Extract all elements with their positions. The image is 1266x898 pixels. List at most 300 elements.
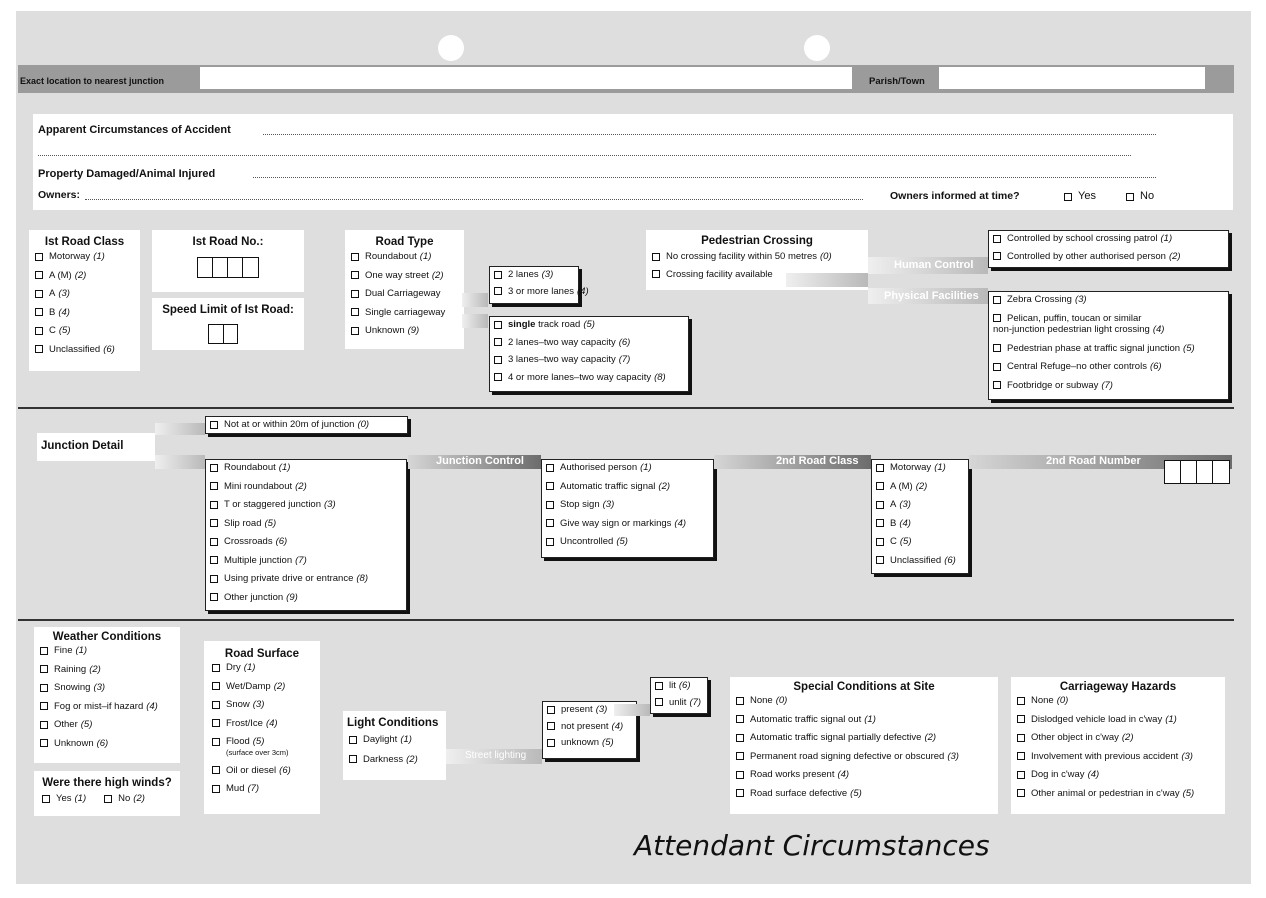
street-lighting-label: Street lighting [465,750,527,761]
checkbox-icon [210,556,218,564]
option-code: (0) [775,695,788,706]
option-code: (0) [357,419,370,430]
checkbox-icon [351,327,359,335]
jtype-option[interactable] [210,537,402,547]
checkbox-icon [652,270,660,278]
light-option[interactable] [349,735,446,745]
phys-option[interactable] [993,344,1224,354]
jtype-option[interactable] [210,463,402,473]
checkbox-icon [876,556,884,564]
checkbox-icon [546,519,554,527]
weather-box [34,627,180,763]
single-option[interactable] [494,320,684,330]
option-code: (1) [400,734,412,745]
surface-option[interactable] [212,700,320,710]
surface-option[interactable] [212,663,320,673]
high-winds-no[interactable] [104,794,145,804]
digit-cell[interactable] [1165,461,1181,483]
option-code: (2) [924,732,937,743]
dual-carriageway-options [489,266,589,304]
option-code: (4) [1087,769,1100,780]
option-label: Uncontrolled [560,536,614,547]
option-label: not present [561,720,609,732]
parish-field[interactable] [939,67,1205,89]
surface-option[interactable] [212,719,320,729]
haz-option[interactable] [1017,733,1225,743]
no-label: No [1140,190,1155,202]
special-conditions-box [730,677,998,814]
circumstances-block [33,114,1233,210]
option-label: track road [535,319,581,330]
weather-option[interactable] [40,683,180,693]
hazards-title: Carriageway Hazards [1059,681,1177,693]
special-conditions-options [736,696,998,798]
option-label: None [750,695,773,706]
weather-option[interactable] [40,720,180,730]
option-label: Unknown [54,737,94,749]
hazards-box [1011,677,1225,814]
location-bar [18,65,1234,93]
option-label: Dry [226,662,241,673]
road-no-1-box [152,230,304,292]
option-code: (3) [93,682,106,693]
option-label: Zebra Crossing [1007,294,1072,305]
option-label: Other object in c'way [1031,732,1119,743]
no-code: (2) [133,793,145,804]
single-list [494,320,684,382]
option-code: (7) [1101,379,1113,391]
jtype-option[interactable] [210,574,402,584]
option-label: Crossing facility available [666,268,773,280]
checkbox-icon [736,715,744,723]
lit-option[interactable] [655,698,703,708]
not-at-junction-option[interactable] [210,420,403,430]
option-label: Stop sign [560,499,600,510]
rc2-option[interactable] [876,556,964,566]
phys-option[interactable] [993,295,1224,305]
rc1-option[interactable] [35,345,140,355]
special-option[interactable] [736,770,998,780]
option-label: Involvement with previous accident [1031,750,1179,762]
jctrl-option[interactable] [546,537,709,547]
option-label: Unknown [365,325,405,336]
option-code: (6) [678,680,691,691]
not-at-junction-box [205,416,408,434]
checkbox-icon [993,235,1001,243]
junction-type-options [205,459,407,611]
checkbox-icon [42,795,50,803]
checkbox-icon [876,464,884,472]
option-label: A [49,288,56,299]
checkbox-icon [212,682,220,690]
rc2-option[interactable] [876,482,964,492]
light-conditions-options [349,735,446,764]
rt-option[interactable] [351,326,464,336]
digit-cell[interactable] [1197,461,1213,483]
option-code: (6) [96,737,109,749]
rc2-option[interactable] [876,463,964,473]
jtype-option[interactable] [210,500,402,510]
rc1-option[interactable] [35,271,140,281]
human-option[interactable] [993,252,1224,262]
road-surface-options [212,663,320,794]
physical-facilities-label: Physical Facilities [884,290,979,302]
special-option[interactable] [736,789,998,799]
option-code: (3) [324,499,336,510]
checkbox-icon [212,766,220,774]
checkbox-icon [736,734,744,742]
option-code: (0) [1056,695,1069,706]
junction-control-list [546,463,709,547]
junction-detail-box [37,433,155,461]
parish-label: Parish/Town [869,76,925,87]
option-label: Dislodged vehicle load in c'way [1031,713,1163,725]
rc2-option[interactable] [876,537,964,547]
digit-cell[interactable] [1181,461,1197,483]
option-code: (6) [275,536,288,547]
option-code: (2) [89,663,101,675]
option-label: T or staggered junction [224,499,321,510]
checkbox-icon [876,538,884,546]
single-connector [462,314,488,328]
rc1-option[interactable] [35,308,140,318]
option-label: Controlled by other authorised person [1007,250,1166,262]
section-divider [18,619,1234,621]
human-option[interactable] [993,234,1224,244]
checkbox-icon [40,665,48,673]
road-number-2-label: 2nd Road Number [1046,455,1141,467]
punch-hole [804,35,830,61]
surface-option[interactable] [212,766,320,776]
checkbox-icon [736,697,744,705]
ped-option[interactable] [652,252,868,262]
haz-option[interactable] [1017,752,1225,762]
checkbox-icon [210,538,218,546]
option-code: (7) [618,354,631,365]
checkbox-icon [212,738,220,746]
checkbox-icon [104,795,112,803]
single-option[interactable] [494,338,684,348]
option-label: Oil or diesel [226,764,277,776]
road-no-1-cells[interactable] [197,257,259,278]
human-list [993,234,1224,261]
option-code: (2) [295,480,307,492]
haz-option[interactable] [1017,789,1225,799]
checkbox-icon [494,271,502,279]
apparent-circumstances-line[interactable] [263,134,1156,135]
option-code: (4) [837,769,850,780]
option-label: C [49,325,56,336]
option-code: (1) [278,462,291,473]
checkbox-icon [351,308,359,316]
phys-option[interactable] [993,362,1224,372]
checkbox-icon [35,327,43,335]
option-label-bold: single [508,319,536,330]
checkbox-icon [655,682,663,690]
option-code: (5) [264,517,277,529]
haz-option[interactable] [1017,715,1225,725]
option-label: Authorised person [560,462,638,473]
haz-option[interactable] [1017,696,1225,706]
owners-line[interactable] [85,199,863,200]
option-code: (4) [58,306,70,318]
checkbox-icon [546,538,554,546]
hazards-options [1017,696,1225,798]
single-option[interactable] [494,355,684,365]
option-code: (3) [1074,294,1087,305]
special-option[interactable] [736,733,998,743]
option-label: 4 or more lanes–two way capacity [508,371,652,383]
option-code: (4) [146,700,158,712]
option-code: (1) [419,251,432,262]
digit-cell[interactable] [198,258,213,277]
jctrl-option[interactable] [546,500,709,510]
rt-option[interactable] [351,289,464,299]
speed-limit-box [152,298,304,350]
single-option[interactable] [494,373,684,383]
option-label: A (M) [890,480,913,492]
phys-option[interactable] [993,381,1224,391]
jtype-option[interactable] [210,556,402,566]
option-code: (1) [1165,713,1177,725]
not-at-junction [210,420,403,430]
road-number-2-cells[interactable] [1164,460,1230,484]
option-label: Automatic traffic signal [560,480,656,492]
checkbox-icon [351,271,359,279]
checkbox-icon [652,253,660,261]
road-type-box [345,230,464,349]
checkbox-icon [40,684,48,692]
rt-option[interactable] [351,308,464,318]
option-code: (2) [1168,250,1181,262]
option-continuation [993,325,1224,335]
option-label: Dual Carriageway [365,288,441,299]
apparent-circumstances-line-2[interactable] [38,155,1131,156]
exact-location-field[interactable] [200,67,852,89]
property-damaged-line[interactable] [253,177,1156,178]
option-code: (6) [1149,361,1162,372]
option-code: (3) [947,750,959,762]
option-label: Other animal or pedestrian in c'way [1031,787,1180,799]
special-option[interactable] [736,752,998,762]
checkbox-icon [1017,752,1025,760]
rt-option[interactable] [351,252,464,262]
dual-option[interactable] [494,270,574,280]
option-label: Flood [226,736,250,747]
option-label: lit [669,680,676,691]
checkbox-icon [546,501,554,509]
checkbox-icon [210,482,218,490]
haz-option[interactable] [1017,770,1225,780]
checkbox-icon [736,789,744,797]
weather-option[interactable] [40,646,180,656]
jctrl-option[interactable] [546,482,709,492]
checkbox-icon [210,421,218,429]
checkbox-icon [494,338,502,346]
junction-type-list [210,463,402,602]
option-code: (1) [93,251,105,262]
human-control-label: Human Control [894,259,974,271]
digit-cell[interactable] [243,258,258,277]
option-label: Snow [226,699,250,710]
checkbox-icon [546,482,554,490]
jtype-option[interactable] [210,593,402,603]
checkbox-icon [993,363,1001,371]
rc2-option[interactable] [876,519,964,529]
option-label: Not at or within 20m of junction [224,419,355,430]
option-code: (3) [899,499,911,510]
option-label: Using private drive or entrance [224,573,354,584]
option-code: (4) [899,517,911,529]
checkbox-icon [212,719,220,727]
checkbox-icon [876,482,884,490]
rt-option[interactable] [351,271,464,281]
section-divider [18,407,1234,409]
option-code: (9) [286,591,298,603]
checkbox-icon [35,271,43,279]
street-option[interactable] [547,738,632,748]
physical-list [993,295,1224,390]
road-class-2-options [871,459,969,574]
checkbox-icon [1126,193,1134,201]
option-label: Motorway [890,462,932,473]
weather-option[interactable] [40,739,180,749]
option-label: Other [54,719,78,730]
checkbox-icon [993,344,1001,352]
checkbox-icon [1064,193,1072,201]
weather-option[interactable] [40,665,180,675]
special-option[interactable] [736,715,998,725]
surface-option[interactable] [212,682,320,692]
option-code: (5) [602,737,614,748]
speed-limit-cells[interactable] [208,324,238,344]
option-code: (5) [80,719,93,730]
checkbox-icon [993,252,1001,260]
jtype-option[interactable] [210,482,402,492]
crossing-connector [786,273,868,287]
option-code: (3) [595,704,608,715]
option-code: (5) [58,325,71,336]
checkbox-icon [1017,789,1025,797]
checkbox-icon [993,296,1001,304]
option-label: B [890,517,897,529]
option-code: (4) [265,717,278,729]
rc1-option[interactable] [35,289,140,299]
rc2-option[interactable] [876,500,964,510]
option-code: (3) [602,499,615,510]
jtype-option[interactable] [210,519,402,529]
dual-option[interactable] [494,285,589,297]
option-label: Darkness [363,753,404,765]
digit-cell[interactable] [209,325,224,343]
junction-control-options [541,459,714,558]
option-label: Permanent road signing defective or obscured [750,750,945,762]
single-carriageway-options [489,316,689,392]
option-label: Multiple junction [224,554,293,566]
surface-option[interactable] [212,784,320,794]
rc1-option[interactable] [35,252,140,262]
option-label: present [561,704,593,715]
jctrl-option[interactable] [546,463,709,473]
checkbox-icon [494,373,502,381]
option-label: Other junction [224,591,284,603]
weather-option[interactable] [40,702,180,712]
road-no-1-title: Ist Road No.: [192,236,264,248]
checkbox-icon [351,290,359,298]
rc1-option[interactable] [35,326,140,336]
no-label: No [118,793,131,804]
road-type-title: Road Type [375,236,434,248]
road-class-1-options [35,252,140,354]
checkbox-icon [736,771,744,779]
option-label: Roundabout [365,251,417,262]
option-code: (8) [654,371,666,383]
option-label: Footbridge or subway [1007,379,1099,391]
surface-option[interactable] [212,737,320,747]
option-code: (5) [1183,342,1195,354]
owners-informed-no[interactable] [1126,191,1154,202]
road-class-1-title: Ist Road Class [44,236,125,248]
apparent-circumstances-label: Apparent Circumstances of Accident [38,124,231,136]
checkbox-icon [35,253,43,261]
road-class-2-label: 2nd Road Class [776,455,859,467]
option-code: (2) [915,480,928,492]
option-code: (5) [252,736,265,747]
option-code: (9) [407,325,420,336]
street-option[interactable] [547,722,632,732]
lit-option[interactable] [655,681,703,691]
road-class-2-list [876,463,964,565]
digit-cell[interactable] [224,325,238,343]
special-option[interactable] [736,696,998,706]
checkbox-icon [210,464,218,472]
checkbox-icon [876,519,884,527]
checkbox-icon [35,308,43,316]
jctrl-option[interactable] [546,519,709,529]
junction-upper-connector [155,423,205,435]
option-code: (0) [820,251,832,262]
checkbox-icon [1017,697,1025,705]
option-code: (3) [252,699,265,710]
digit-cell[interactable] [228,258,243,277]
checkbox-icon [736,752,744,760]
present-connector [614,704,650,716]
option-label: Pelican, puffin, toucan or similar [1007,312,1142,324]
option-label: Unclassified [890,554,942,566]
light-option[interactable] [349,755,446,765]
checkbox-icon [547,739,555,747]
option-label: None [1031,695,1054,706]
digit-cell[interactable] [1213,461,1229,483]
pedestrian-title: Pedestrian Crossing [701,235,813,247]
road-surface-title: Road Surface [224,648,300,660]
checkbox-icon [351,253,359,261]
option-label: Dog in c'way [1031,769,1085,780]
yes-label: Yes [56,793,72,804]
digit-cell[interactable] [213,258,228,277]
owners-informed-yes[interactable] [1064,191,1096,202]
option-label: No crossing facility within 50 metres [666,251,817,262]
checkbox-icon [546,464,554,472]
checkbox-icon [40,721,48,729]
option-label: 3 lanes–two way capacity [508,354,616,365]
option-code: (5) [899,536,912,547]
phys-option[interactable] [993,314,1224,324]
light-conditions-title: Light Conditions [347,717,439,729]
high-winds-yes[interactable] [42,794,86,804]
option-label: Fog or mist–if hazard [54,700,144,712]
attendant-circumstances-title: Attendant Circumstances [634,829,990,862]
